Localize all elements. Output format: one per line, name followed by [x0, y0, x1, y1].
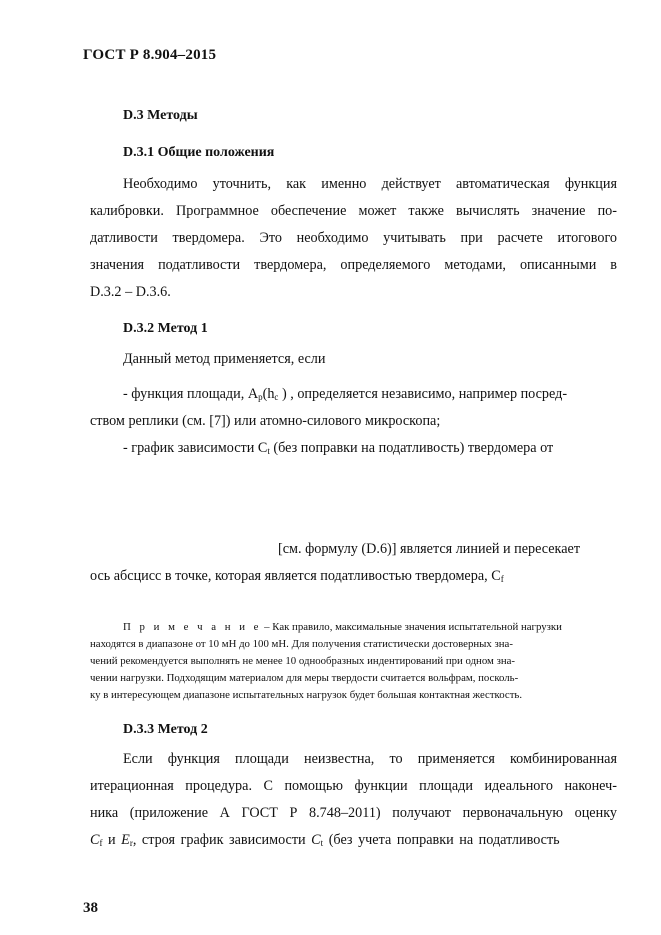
paragraph-line: Если функция площади неизвестна, то применяется комбинированная — [123, 751, 617, 767]
document-code-header: ГОСТ Р 8.904–2015 — [83, 47, 217, 63]
abscissa-line: ось абсцисс в точке, которая является податливостью твердомера, $C_f$ — [90, 568, 504, 584]
section-d3-heading: D.3 Методы — [123, 108, 198, 123]
page-number: 38 — [83, 900, 98, 916]
section-d33-heading: D.3.3 Метод 2 — [123, 722, 208, 737]
paragraph-line: Необходимо уточнить, как именно действует автоматическая функция — [123, 176, 617, 192]
paragraph-line: ника (приложение А ГОСТ Р 8.748–2011) получают первоначальную оценку — [90, 805, 617, 821]
note-line: чении нагрузки. Подходящим материалом для меры твердости считается вольфрам, посколь- — [90, 672, 519, 684]
section-d31-heading: D.3.1 Общие положения — [123, 145, 275, 160]
note-line: П р и м е ч а н и е – Как правило, максимальные значения испытательной нагрузки — [123, 621, 562, 633]
note-line: чений рекомендуется выполнять не менее 10 однообразных индентирований при одном зна- — [90, 655, 515, 667]
formula-reference-line: [см. формулу (D.6)] является линией и пересекает — [278, 541, 581, 557]
bullet-area-function-cont: ством реплики (см. [7]) или атомно-силового микроскопа; — [90, 413, 441, 429]
bullet-graph-dependency: - график зависимости $C_t$ (без поправки на податливость) твердомера от — [123, 440, 554, 456]
note-line: ку в интересующем диапазоне испытательных нагрузок будет большая контактная жесткость. — [90, 689, 523, 701]
paragraph-line: $C_f$ и $E_r$, строя график зависимости $C_t$ (без учета поправки на податливость — [90, 832, 560, 848]
note-line: находятся в диапазоне от 10 мН до 100 мН. Для получения статистически достоверных зна- — [90, 638, 513, 650]
paragraph-line: значения податливости твердомера, определяемого методами, описанными в — [90, 257, 617, 273]
paragraph-line: D.3.2 – D.3.6. — [90, 284, 171, 300]
paragraph-line: датливости твердомера. Это необходимо учитывать при расчете итогового — [90, 230, 617, 246]
note-label: П р и м е ч а н и е — [123, 621, 262, 633]
bullet-area-function: - функция площади, $A_p(h_c$ ) , определяется независимо, например посред- — [123, 386, 568, 402]
method1-intro: Данный метод применяется, если — [123, 351, 326, 367]
section-d32-heading: D.3.2 Метод 1 — [123, 321, 208, 336]
paragraph-line: калибровки. Программное обеспечение может также вычислять значение по- — [90, 203, 617, 219]
paragraph-line: итерационная процедура. С помощью функции площади идеального наконеч- — [90, 778, 617, 794]
